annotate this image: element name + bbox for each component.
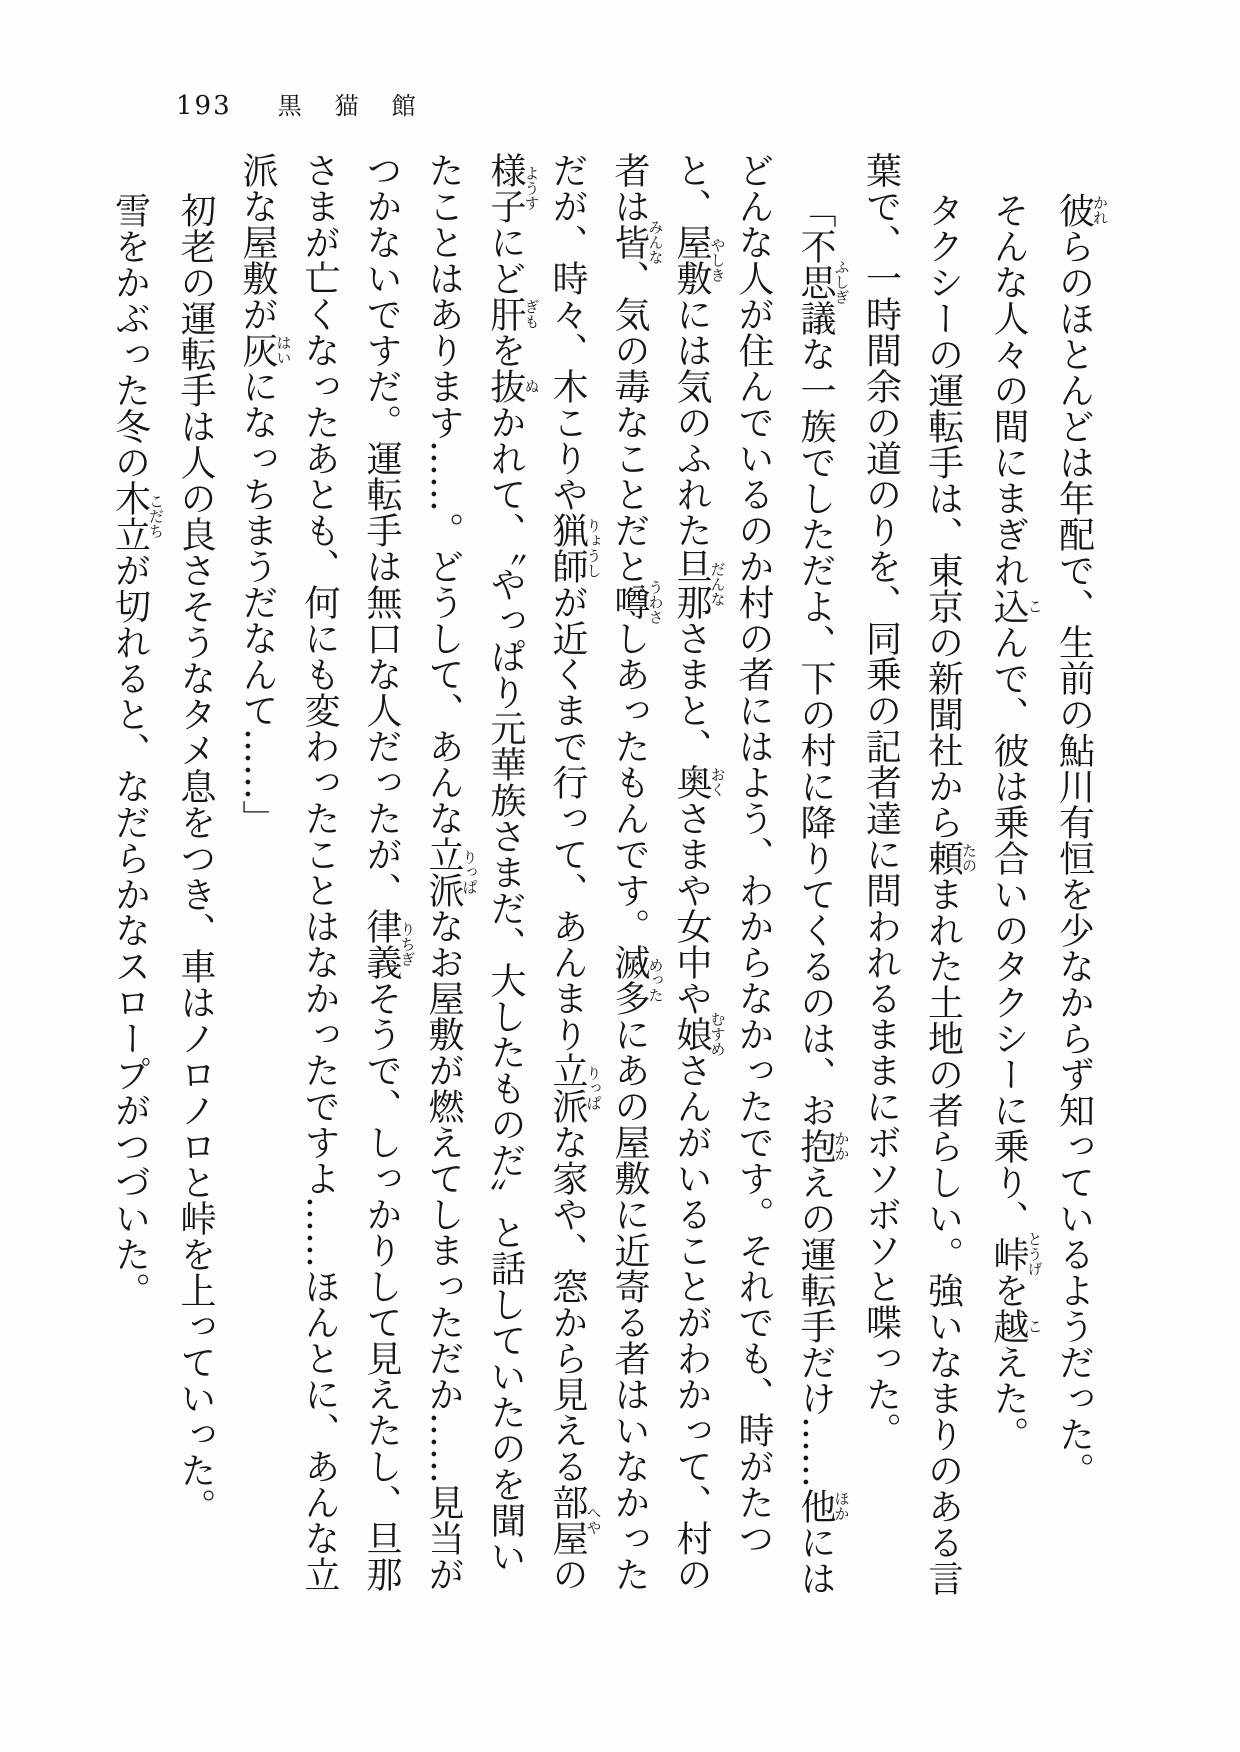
furigana-annotated-word: 律義りちぎ — [361, 908, 417, 980]
furigana-annotated-word: 込こ — [988, 588, 1044, 624]
furigana-annotated-word: 滅多めった — [609, 944, 665, 1016]
furigana-annotated-word: 旦那だんな — [671, 548, 727, 620]
furigana-annotated-word: 屋敷やしき — [671, 224, 727, 296]
furigana-annotated-word: 肝ぎも — [485, 296, 541, 332]
furigana-annotated-word: 娘むすめ — [671, 1011, 727, 1057]
furigana-annotated-word: 抜ぬ — [485, 368, 541, 404]
furigana-annotated-word: 立派りっぱ — [423, 836, 479, 908]
furigana-annotated-word: 奥おく — [671, 764, 727, 800]
furigana-annotated-word: 立派りっぱ — [547, 1052, 603, 1124]
page-header — [176, 86, 449, 121]
furigana-annotated-word: 不思議ふしぎ — [795, 228, 851, 336]
furigana-annotated-word: 他ほか — [795, 1488, 851, 1524]
furigana-annotated-word: 越こ — [988, 1308, 1044, 1344]
paragraph: 初老の運転手は人の良さそうなタメ息をつき、車はノロノロと峠を上っていった。 — [175, 192, 216, 1524]
furigana-annotated-word: 皆みんな — [609, 219, 665, 265]
paragraph: 彼かれらのほとんどは年配で、生前の鮎川有恒を少なからず知っているようだった。 — [1053, 192, 1109, 1488]
paragraph: そんな人々の間にまぎれ込こんで、彼は乗合いのタクシーに乗り、峠とうげを越こえた。 — [988, 192, 1044, 1452]
paragraph: 雪をかぶった冬の木立こだちが切れると、なだらかなスロープがつづいた。 — [109, 192, 165, 1308]
page-number: 193 — [176, 91, 232, 121]
furigana-annotated-word: 灰はい — [237, 332, 293, 368]
furigana-annotated-word: 頼たの — [922, 840, 978, 876]
furigana-annotated-word: 抱かか — [795, 1128, 851, 1164]
furigana-annotated-word: 猟師りょうし — [547, 512, 603, 584]
furigana-annotated-word: 木立こだち — [109, 480, 165, 552]
book-title: 黒猫館 — [277, 92, 449, 120]
furigana-annotated-word: 部屋へや — [547, 1484, 603, 1556]
paragraph: タクシーの運転手は、東京の新聞社から頼たのまれた土地の者らしい。強いなまりのある言葉で、一時間余の道のりを、同乗の記者達に問われるままにボソボソと喋った。 — [860, 152, 978, 1596]
paragraph: 「不思議ふしぎな一族でしただよ、下の村に降りてくるのは、お抱かかえの運転手だけ……他ほかにはどんな人が住んでいるのか村の者にはよう、わからなかったです。それでも、時がたつと、屋敷やしきには気のふれた旦那だんなさまと、奥おくさまや女中や娘むすめさんがいることがわかって、村の者は皆みんな、気の毒なことだと噂うわさしあったもんです。滅多めったにあの屋敷に近寄る者はいなかっただが、時々、木こりや猟師りょうしが近くまで行って、あんまり立派りっぱな家や、窓から見える部屋へやの様子ようすにど肝ぎもを抜ぬかれて、〝やっぱり元華族さまだ、大したものだ〟と話していたのを聞いたことはあります……。どうして、あんな立派りっぱなお屋敷が燃えてしまっただか……見当がつかないですだ。運転手は無口な人だったが、律義りちぎそうで、しっかりして見えたし、旦那さまが亡くなったあとも、何にも変わったことはなかったですよ……ほんとに、あんな立派な屋敷が灰はいになっちまうだなんて……」 — [237, 152, 851, 1596]
furigana-annotated-word: 噂うわさ — [609, 579, 665, 625]
furigana-annotated-word: 彼かれ — [1053, 192, 1109, 228]
furigana-annotated-word: 様子ようす — [485, 152, 541, 224]
vertical-text-block — [109, 152, 1109, 1604]
furigana-annotated-word: 峠とうげ — [988, 1231, 1044, 1277]
